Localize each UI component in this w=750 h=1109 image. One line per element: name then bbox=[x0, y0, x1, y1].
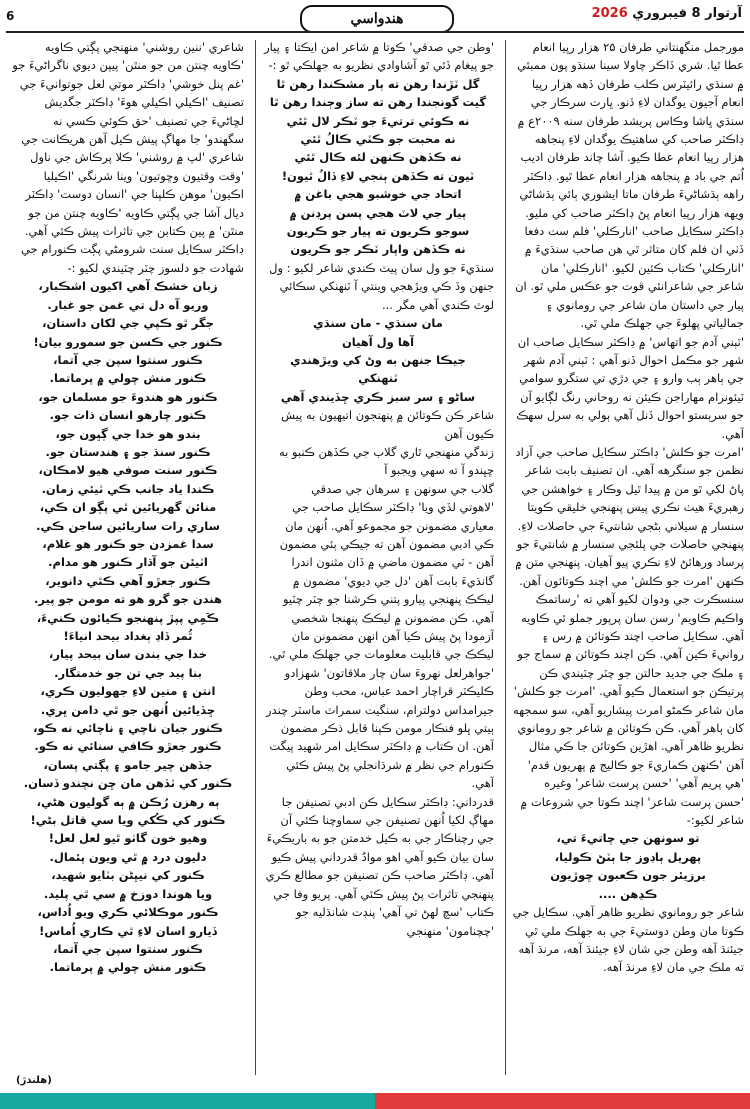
verse-line: پيار جي لاٽ هجي پسن پرڊنن ۾ bbox=[289, 205, 467, 220]
verse-line: اٽيئن جو آڌار ڪنور هو مدام. bbox=[48, 555, 208, 570]
issue-date-year: 2026 bbox=[591, 6, 628, 21]
paragraph: شاعر ڪن ڪوتائن ۾ پنهنجون اتيهيون به پيش ڪيون آهن bbox=[281, 408, 494, 441]
article-column-middle bbox=[262, 38, 494, 1078]
verse-line: ڏيارو اسان لاءِ ٿي ڪاري اُماس! bbox=[39, 923, 217, 938]
verse-line: ڪنور کي ڪُکي ويا سي قاتل بڻي! bbox=[30, 813, 226, 828]
page-header bbox=[0, 0, 750, 36]
verse-line: پهريل ٻاڊوز جا ٻٽڻ ڪوليا، bbox=[554, 849, 702, 864]
paragraph: شاعر جو رومانوي نظريو ظاهر آهي. سڪايل جي ڪوتا مان وطن دوستيءَ جي به جهلڪ ملي ٿي جيئنڌ آهه وطن جي شان لاءِ جيئنڌ آهه، مرنڌ آهه ته ملڪ جي مان لاءِ مرنڌ آهه. bbox=[512, 905, 744, 975]
paragraph: مورجمل منگهنتاني طرفان ۲۵ هزار رپيا انعام عطا ٿيا. شري ڏاڪر چاولا سينا سنڌو پون ممبئي ۾ سنڌي رائيٽرس ڪلب طرفان ڏهه هزار رپيا انعام آجيون يوگدان لاءِ ڏنو. ڀارت سرڪار جي سنڌي ڀاشا وڪاس پريشد طرفان سنه ۲۰۰۹ع ۾ ڊاڪٽر صاحب کي ساهتيڪ يوگدان لاءِ پنجاهه هزار رپيا انعام عطا ڪيو. آشا چاند طرفان اديب اُتم جي باد ۾ پنجاهه هزار انعام عطا ٿيو. ڊاڪٽر راهه ٻڌشاڻيءَ طرفان ماتا ايشوري ٻائي ٻڌشاڻي ويهه هزار رپيا انعام پڻ ڊاڪٽر صاحب کي مليو. bbox=[517, 40, 744, 220]
verse-line: نه ڪڏهن ڪنهن لئه ڪال ٿئي bbox=[294, 150, 462, 165]
verse-line: ڪنور هو هندوءَ جو مسلمان جو، bbox=[38, 389, 218, 404]
paragraph: قدرداني: ڊاڪٽر سڪايل ڪن ادبي تصنيفن جا مهاڳ لکيا اُنهن تصنيفن جي سماوچنا ڪئي آن جي رچناڪار جي به ڪيل خدمتن جو به باريڪيءَ سان بيان ڪيو آهي اهو موادُ قدرداني پيش ڪيو آهي. ڊاڪٽر صاحب ڪن تصنيفن جو مطالع ڪري پنهنجي تاثرات پڻ پيش ڪئي آهي. پريو وفا جي ڪتاب 'سچ لهڻ تي آهي' پنڊت شانڌليه جو 'چچنامون' منهنجي bbox=[265, 794, 494, 938]
verse-line: هندن جو گرو هو ته مومن جو پير. bbox=[34, 592, 222, 607]
verse-line: تو سونهن جي چاتيءَ تي، bbox=[556, 831, 700, 846]
verse-line: ڪڍهن .... bbox=[598, 886, 658, 901]
verse-line: وهيو خون گاٺو ٿيو لعل لعل! bbox=[48, 831, 208, 846]
paragraph: ڊاڪٽر سڪايل صاحب 'انارڪلي' فلم ست دفعا ڏٺي ان فلم کان متاثر ٿي هن صاحب سنڌيءَ ۾ 'انارڪلي' ڪتاب ڪئين لکيو. 'انارڪلي' مان شاعر جي شاعرانئي قوت جو عڪس ملي ٿو. ان پيار جي داستان مان شاعر جي رومانوي ۽ جمالياتي پهلوءَ جي جهلڪ ملي ٿي. bbox=[515, 224, 744, 331]
verse-line: ڪنور جعڙو ڪافي سنائي نه ڪو. bbox=[34, 739, 222, 754]
issue-date bbox=[592, 6, 742, 21]
verse-line: دليون درد ۾ ٿي ويون پئمال. bbox=[49, 849, 207, 864]
verse-line: اتحاد جي خوشبو هجي باغن ۾ bbox=[294, 187, 462, 202]
verse-line: ساري رات ساريائين ساجن ڪي. bbox=[36, 518, 220, 533]
verse-line: منائن گهريائين ٿي پڳو ان ڪي، bbox=[39, 500, 217, 515]
verse-line: انتن ۽ منين لاءِ جهوليون ڪري، bbox=[40, 684, 216, 699]
verse-line: ڪندا ياد جانب ڪي ٽيئي زمان. bbox=[41, 481, 215, 496]
paragraph: 'وطن جي صدقي' ڪوتا ۾ شاعر امن ايڪتا ۽ پيار جو پيغام ڏئي ٿو آشاوادي نظريو به جهلڪي ٿو :- bbox=[264, 40, 494, 73]
header-rule bbox=[6, 31, 744, 33]
poem-block bbox=[12, 277, 244, 976]
verse-line: سدا غمزدن جو ڪنور هو غلام، bbox=[42, 536, 214, 551]
verse-line: وريو آه دل تي غمن جو غبار. bbox=[47, 297, 209, 312]
verse-line: ڪنور سنڌ جو ۽ هندستان جو. bbox=[45, 444, 211, 459]
verse-line: جگر ٿو ڪپي جي لکان داستان، bbox=[42, 316, 214, 331]
article-column-right bbox=[512, 38, 744, 1078]
verse-line: زبان خشڪ آهي اکيون اشڪبار، bbox=[38, 279, 218, 294]
verse-line: خدا جي بندن سان بيحد پيار، bbox=[49, 647, 207, 662]
verse-line: سوجو ڪريون ته پيار جو ڪريون bbox=[286, 224, 470, 239]
verse-line: ڪنور موڪلائي ڪري ويو اُداس، bbox=[37, 905, 219, 920]
continued-note: (هلندڙ) bbox=[16, 1075, 52, 1086]
paragraph: ڊاڪٽر سڪايل سنت شرومڻي پڳت ڪنورام جي شهادت جو دلسوز چٽر چٽيندي لکيو :- bbox=[20, 242, 244, 275]
footer-bar-red bbox=[375, 1093, 750, 1109]
verse-line: ڪنور سنتوا سپن جي آتما، bbox=[53, 941, 203, 956]
verse-line: ڪَمِي پپڙ پنهنجو ڪيائون ڪنيءَ، bbox=[36, 610, 220, 625]
paragraph: 'لاهوتي لڏي ويا' ڊاڪٽر سڪايل صاحب جي معياري مضمونن جو مجموعو آهي. اُنهن مان ڪي ادبي مضمون آهن ته جيڪي ٻئي مضمون آهن - ٽي مضمون ماضي ۾ ڏان مثنون اندرا گانڌيءَ بابت آهن 'دل جي ديوي' مضمون ۾ ليڪڪ پنهنجي پيارو پتني ڪرشنا جو چٽر چٽيو آهي. ڪن مضمونن ۾ ليڪڪ پنهنجا شخصي آزمودا پڻ پيش ڪيا آهن انهن مضمونن مان ليڪڪ جي قابليت معلومات جي جهلڪ ملي ٿي. 'جواهرلعل نهروءَ سان چار ملاقاتون' شهزادو ڪليڪٽر قراچار احمد عباس، محب وطن جيرامداس دولترام، سنگيت سمراٽ ماسٽر چندر ٻيتي ڀلو فنڪار مومن ڪپنا قابل ذڪر مضمون آهن. ان ڪتاب ۾ ڊاڪٽر سڪايل امر شهيد پيگت ڪنورام جي نظر ۾ شرڌانجلي پڻ پيش ڪئي آهي. bbox=[265, 500, 494, 791]
verse-line: ڪنور سنتوا سپن جي آتما، bbox=[53, 352, 203, 367]
verse-line: گل ٽڙندا رهن ته ٻار مشڪندا رهن ٿا bbox=[276, 76, 480, 91]
verse-line: برزيئر جون ڪعبون ڇوڙيون bbox=[550, 868, 706, 883]
paragraph: زندگي منهنجي ٿاري گلاب جي ڪڏهن ڪنبو به ڇڀندو آ ته سهي ويجبو آ bbox=[278, 444, 494, 478]
footer-color-bar bbox=[0, 1093, 750, 1109]
verse-line: جيڪا جنهن به وڻ کي ويڙهندي bbox=[290, 352, 466, 367]
issue-date-day: آرتوار 8 فيبروري bbox=[632, 6, 742, 21]
verse-line: ڪنور چارهو انسان ذات جو. bbox=[49, 408, 207, 423]
article-column-left bbox=[12, 38, 244, 1078]
paragraph: 'ٽٻني آدم جو اتهاس' ۾ ڊاڪٽر سڪايل صاحب ان شهر جو مڪمل احوال ڏنو آهي : ٽٻني آدم شهر جي ٻاهر ٻب وارو ۽ جي دڙي تي ستگرو سوامي ٽيئونرام مهاراجن ڪيئن نه روحاني رنگ لڳايو آن جو سرٻستو احوال ڏنل آهي ٻولي به سرل سهڪ آهي. bbox=[516, 334, 744, 441]
verse-line: ڪنور جي ڪسن جو سمورو بيان! bbox=[33, 334, 223, 349]
verse-line: ڪنور جيان ناچي ۽ ناچائي نه ڪو، bbox=[33, 721, 223, 736]
verse-line: ڪنور منش چولي ۾ پرماتما. bbox=[49, 371, 207, 386]
verse-line: آها ول آهيان bbox=[341, 334, 415, 349]
column-divider bbox=[255, 40, 256, 1075]
verse-line: ٽيون ته ڪڏهن ٻنجي لاءِ ڏالُ ٿيون! bbox=[281, 168, 475, 183]
verse-line: گيت گونجندا رهن ته ساز وڄندا رهن ٿا bbox=[269, 95, 487, 110]
verse-line: ٻه رهزن رُڪن ۾ ٻه گوليون هڻي، bbox=[36, 794, 220, 809]
paragraph: 'امرت جو ڪلش' ڊاڪٽر سڪايل صاحب جي آزاد نظمن جو سنگرهه آهي. ان تصنيف بابت شاعر پاڻ لکي ٿو من ۾ پيدا ٿيل وڪار ۽ خواهشن جي رهبريءَ هيٺ نڪري پيس پنهنجي خليقي ڪويتا سنسار ۾ سيلاني بڻجي شانتيءَ جي حاصلات لاءِ. پنهنجي حاصلات جي پلئجي سنسار ۾ شانتيءَ جو پرساد ورهائڻ لاءِ نڪري پيو آهيان. پنهنجي متن ۾ ڪنهن 'امرت جو ڪلش' مي اچند ڪوتائون آهن. سنسڪرت جي ودوان لکيو آهي ته 'رساتمڪ واڪيم ڪاويم' رسن سان پرپور جملو ئي ڪاويه آهي. سڪايل صاحب اچند ڪوتائن ۾ رس ۽ روانيءَ ڪين آهي. ڪن اچند ڪوتائن ۾ سماج جو ۽ ملڪ جي جديد حالتن جو چٽر چٽيندي ڪن پرتيڪن جو استعمال ڪيو آهي. 'امرت جو ڪلش' مان شاعر ڪمڻو امرت پيشاريو آهي، سو سمجهه کان ٻاهر آهي. ڪن ڪوتائن ۾ شاعر جو رومانوي نظريو ظاهر آهي. اهڙين ڪوتائن جا ڪي مثال آهن 'ڪنهن ڪماريءَ جو ڪاليج ۾ پهريون قدم' 'هي پريم آهي' 'حسن پرست شاعر' وغيره 'حسن پرست شاعر' اچند ڪوتا جي شروعات ۾ شاعر لکيو:- bbox=[512, 444, 744, 828]
paragraph: شاعري 'ننين روشني' منهنجي پڳتي ڪاويه 'ڪاويه چنتن من جو منٿن' پيپن ديوي ناگراڻيءَ جو 'غم پنل خوشي' ڊاڪٽر موتي لعل جوتوانيءَ جي تصنيف 'اڪيلي اڪيلي هوءَ' ڊاڪٽر جگديش لڇاڻيءَ جي تصنيف 'حق ڪوئي ڪسي نه سگهندو' جا مهاڳ پيش ڪيل آهن هريڪانت جي شاعري 'لپ ۾ روشني' ڪلا پرڪاش جي ناول 'وقت وقتيون وڇوتيون' وينا شرنگي 'اڪيليا اڪيون' موهن ڪلپنا جي 'انسان دوست' ڊاڪٽر ديال آشا جي پڳتي ڪاويه 'ڪاويه چنتن من جو منٿن' ۾ پين ڪتابن جي تاثرات پيش ڪئي آهي. bbox=[12, 40, 244, 239]
column-divider bbox=[505, 40, 506, 1075]
verse-line: ڪنور کي نيڀڻن بٽايو شهيد، bbox=[51, 868, 205, 883]
verse-line: جڏهن چير جامو ۽ پڳتي پسان، bbox=[43, 757, 213, 772]
page-number: 6 bbox=[6, 9, 15, 23]
newspaper-masthead: هندواسي bbox=[300, 5, 454, 33]
verse-line: ٽنهنکي bbox=[358, 371, 398, 386]
paragraph: گلاب جي سونهن ۽ سرهان جي صدقي bbox=[311, 481, 494, 496]
verse-line: بندو هو خدا جي ڳڀون جو، bbox=[55, 426, 201, 441]
verse-line: ويا هوندا دوزخ ۾ سي ٿي پليد. bbox=[43, 886, 213, 901]
paragraph: سنڌيءَ جو ول سان پيٽ ڪندي شاعر لکيو : ول جنهن وڏ ڪي ويڙهجي وينتي آ ٽنهنکي سڪائي لوٽ ڪندي آهي مگر ... bbox=[269, 260, 494, 312]
verse-line: نه محبت جو ڪٽي ڪالُ ٿئي bbox=[300, 132, 456, 147]
verse-line: ساڻو ۽ سر سبز ڪري ڇڏيندي آهي bbox=[280, 389, 476, 404]
verse-line: بنا پيد جي تن جو خدمتگار. bbox=[54, 665, 202, 680]
verse-line: ڪنور کي ٽڏهن مان ڇن نچندو ڏسان. bbox=[23, 776, 233, 791]
footer-bar-teal bbox=[0, 1093, 375, 1109]
verse-line: نه ڪڏهن واپار ٽڪر جو ڪريون bbox=[290, 242, 466, 257]
verse-line: ٿُمر ڏاڍ ٻغداد بيحد انياءَ! bbox=[63, 629, 193, 643]
verse-line: ڇڏيائين اُنهن جو ٿي دامن ڀري. bbox=[40, 702, 216, 717]
verse-line: ڪنور سنت صوفي هيو لامڪان، bbox=[38, 463, 218, 478]
verse-line: مان سنڌي - مان سنڌي bbox=[313, 316, 443, 331]
verse-line: ڪنور جعڙو آهي ڪٿي دانوير، bbox=[45, 573, 211, 588]
verse-line: نه ڪوئي ترتيءَ جو ٽڪر لال ٿئي bbox=[286, 113, 470, 128]
verse-line: ڪنور منش چولي ۾ پرماتما. bbox=[49, 960, 207, 975]
